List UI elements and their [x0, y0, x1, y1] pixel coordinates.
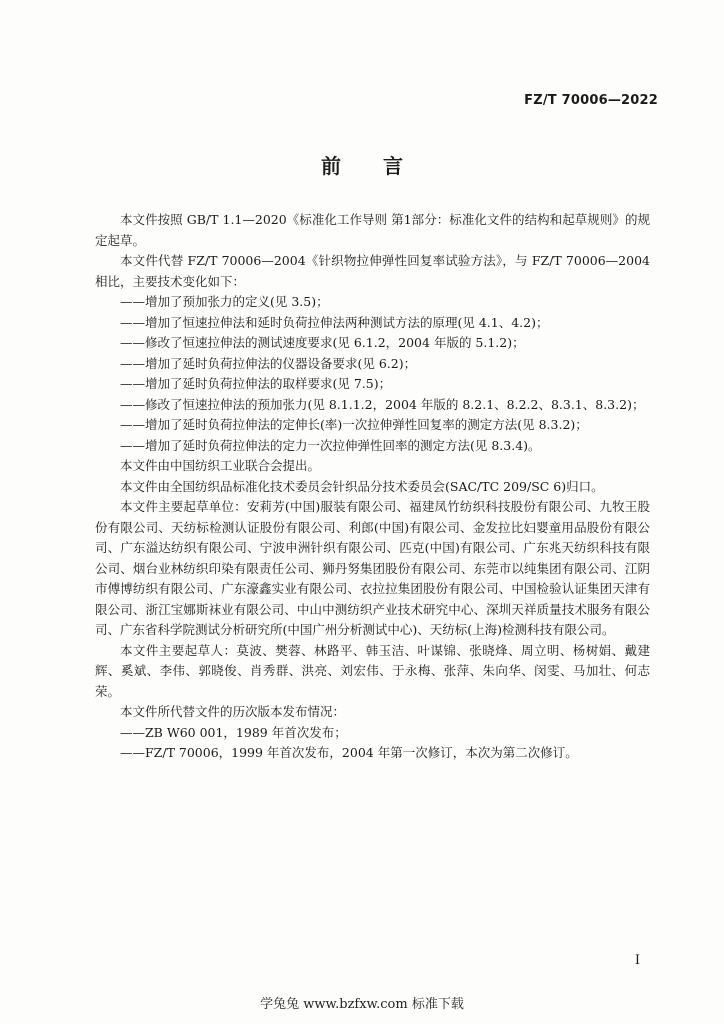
foreword-body [95, 210, 650, 764]
technical-changes-list [95, 292, 650, 456]
version-history-list [95, 723, 650, 764]
list-item: ——增加了延时负荷拉伸法的定力一次拉伸弹性回率的测定方法(见 8.3.4)。 [120, 437, 541, 453]
list-item: ——FZ/T 70006，1999 年首次发布，2004 年第一次修订，本次为第二次修订。 [120, 745, 578, 760]
list-item: ——ZB W60 001，1989 年首次发布； [120, 724, 347, 740]
list-item: ——增加了预加张力的定义(见 3.5)； [120, 294, 329, 309]
paragraph-drafting-units: 本文件主要起草单位：安莉芳(中国)服装有限公司、福建凤竹纺织科技股份有限公司、九牧王股份有限公司、天纺标检测认证股份有限公司、利郎(中国)有限公司、金发拉比妇婴童用品股份有限公司、广东溢达纺织有限公司、宁波申洲针织有限公司、匹克(中国)有限公司、广东兆天纺织科技有限公司、烟台业林纺织印染有限责任公司、狮丹努集团股份有限公司、东莞市以纯集团有限公司、江阴市傅博纺织有限公司、广东濠鑫实业有限公司、衣拉拉集团股份有限公司、中国检验认证集团天津有限公司、浙江宝娜斯袜业有限公司、中山中测纺织产业技术研究中心、深圳天祥质量技术服务有限公司、广东省科学院测试分析研究所(中国广州分析测试中心)、天纺标(上海)检测科技有限公司。 [95, 499, 650, 637]
list-item: ——增加了恒速拉伸法和延时负荷拉伸法两种测试方法的原理(见 4.1、4.2)； [120, 314, 549, 330]
paragraph-replacement: 本文件代替 FZ/T 70006—2004《针织物拉伸弹性回复率试验方法》，与 FZ/T 70006—2004 相比，主要技术变化如下： [95, 253, 650, 289]
paragraph-drafters: 本文件主要起草人：莫波、樊蓉、林路平、韩玉洁、叶谋锦、张晓烽、周立明、杨树娟、戴建辉、奚斌、李伟、郭晓俊、肖秀群、洪亮、刘宏伟、于永梅、张萍、朱向华、闵雯、马加壮、何志荣。 [95, 642, 650, 699]
paragraph-drafting-rules: 本文件按照 GB/T 1.1—2020《标准化工作导则 第1部分：标准化文件的结构和起草规则》的规定起草。 [95, 212, 650, 248]
standard-code: FZ/T 70006—2022 [524, 93, 658, 108]
paragraph-history-intro: 本文件所代替文件的历次版本发布情况： [120, 704, 346, 719]
list-item: ——修改了恒速拉伸法的预加张力(见 8.1.1.2，2004 年版的 8.2.1、8.2.2、8.3.1、8.3.2)； [120, 396, 645, 412]
list-item: ——修改了恒速拉伸法的测试速度要求(见 6.1.2，2004 年版的 5.1.2)； [120, 335, 525, 350]
watermark-text: 学兔兔 www.bzfxw.com 标准下载 [260, 997, 464, 1012]
page-number: I [634, 953, 640, 968]
paragraph-under-jurisdiction: 本文件由全国纺织品标准化技术委员会针织品分技术委员会(SAC/TC 209/SC 6)归口。 [120, 478, 604, 494]
list-item: ——增加了延时负荷拉伸法的仪器设备要求(见 6.2)； [120, 355, 417, 371]
list-item: ——增加了延时负荷拉伸法的定伸长(率)一次拉伸弹性回复率的测定方法(见 8.3.2)； [120, 417, 588, 432]
list-item: ——增加了延时负荷拉伸法的取样要求(见 7.5)； [120, 376, 392, 391]
page-title: 前言 [321, 154, 445, 178]
paragraph-proposed-by: 本文件由中国纺织工业联合会提出。 [120, 458, 321, 473]
